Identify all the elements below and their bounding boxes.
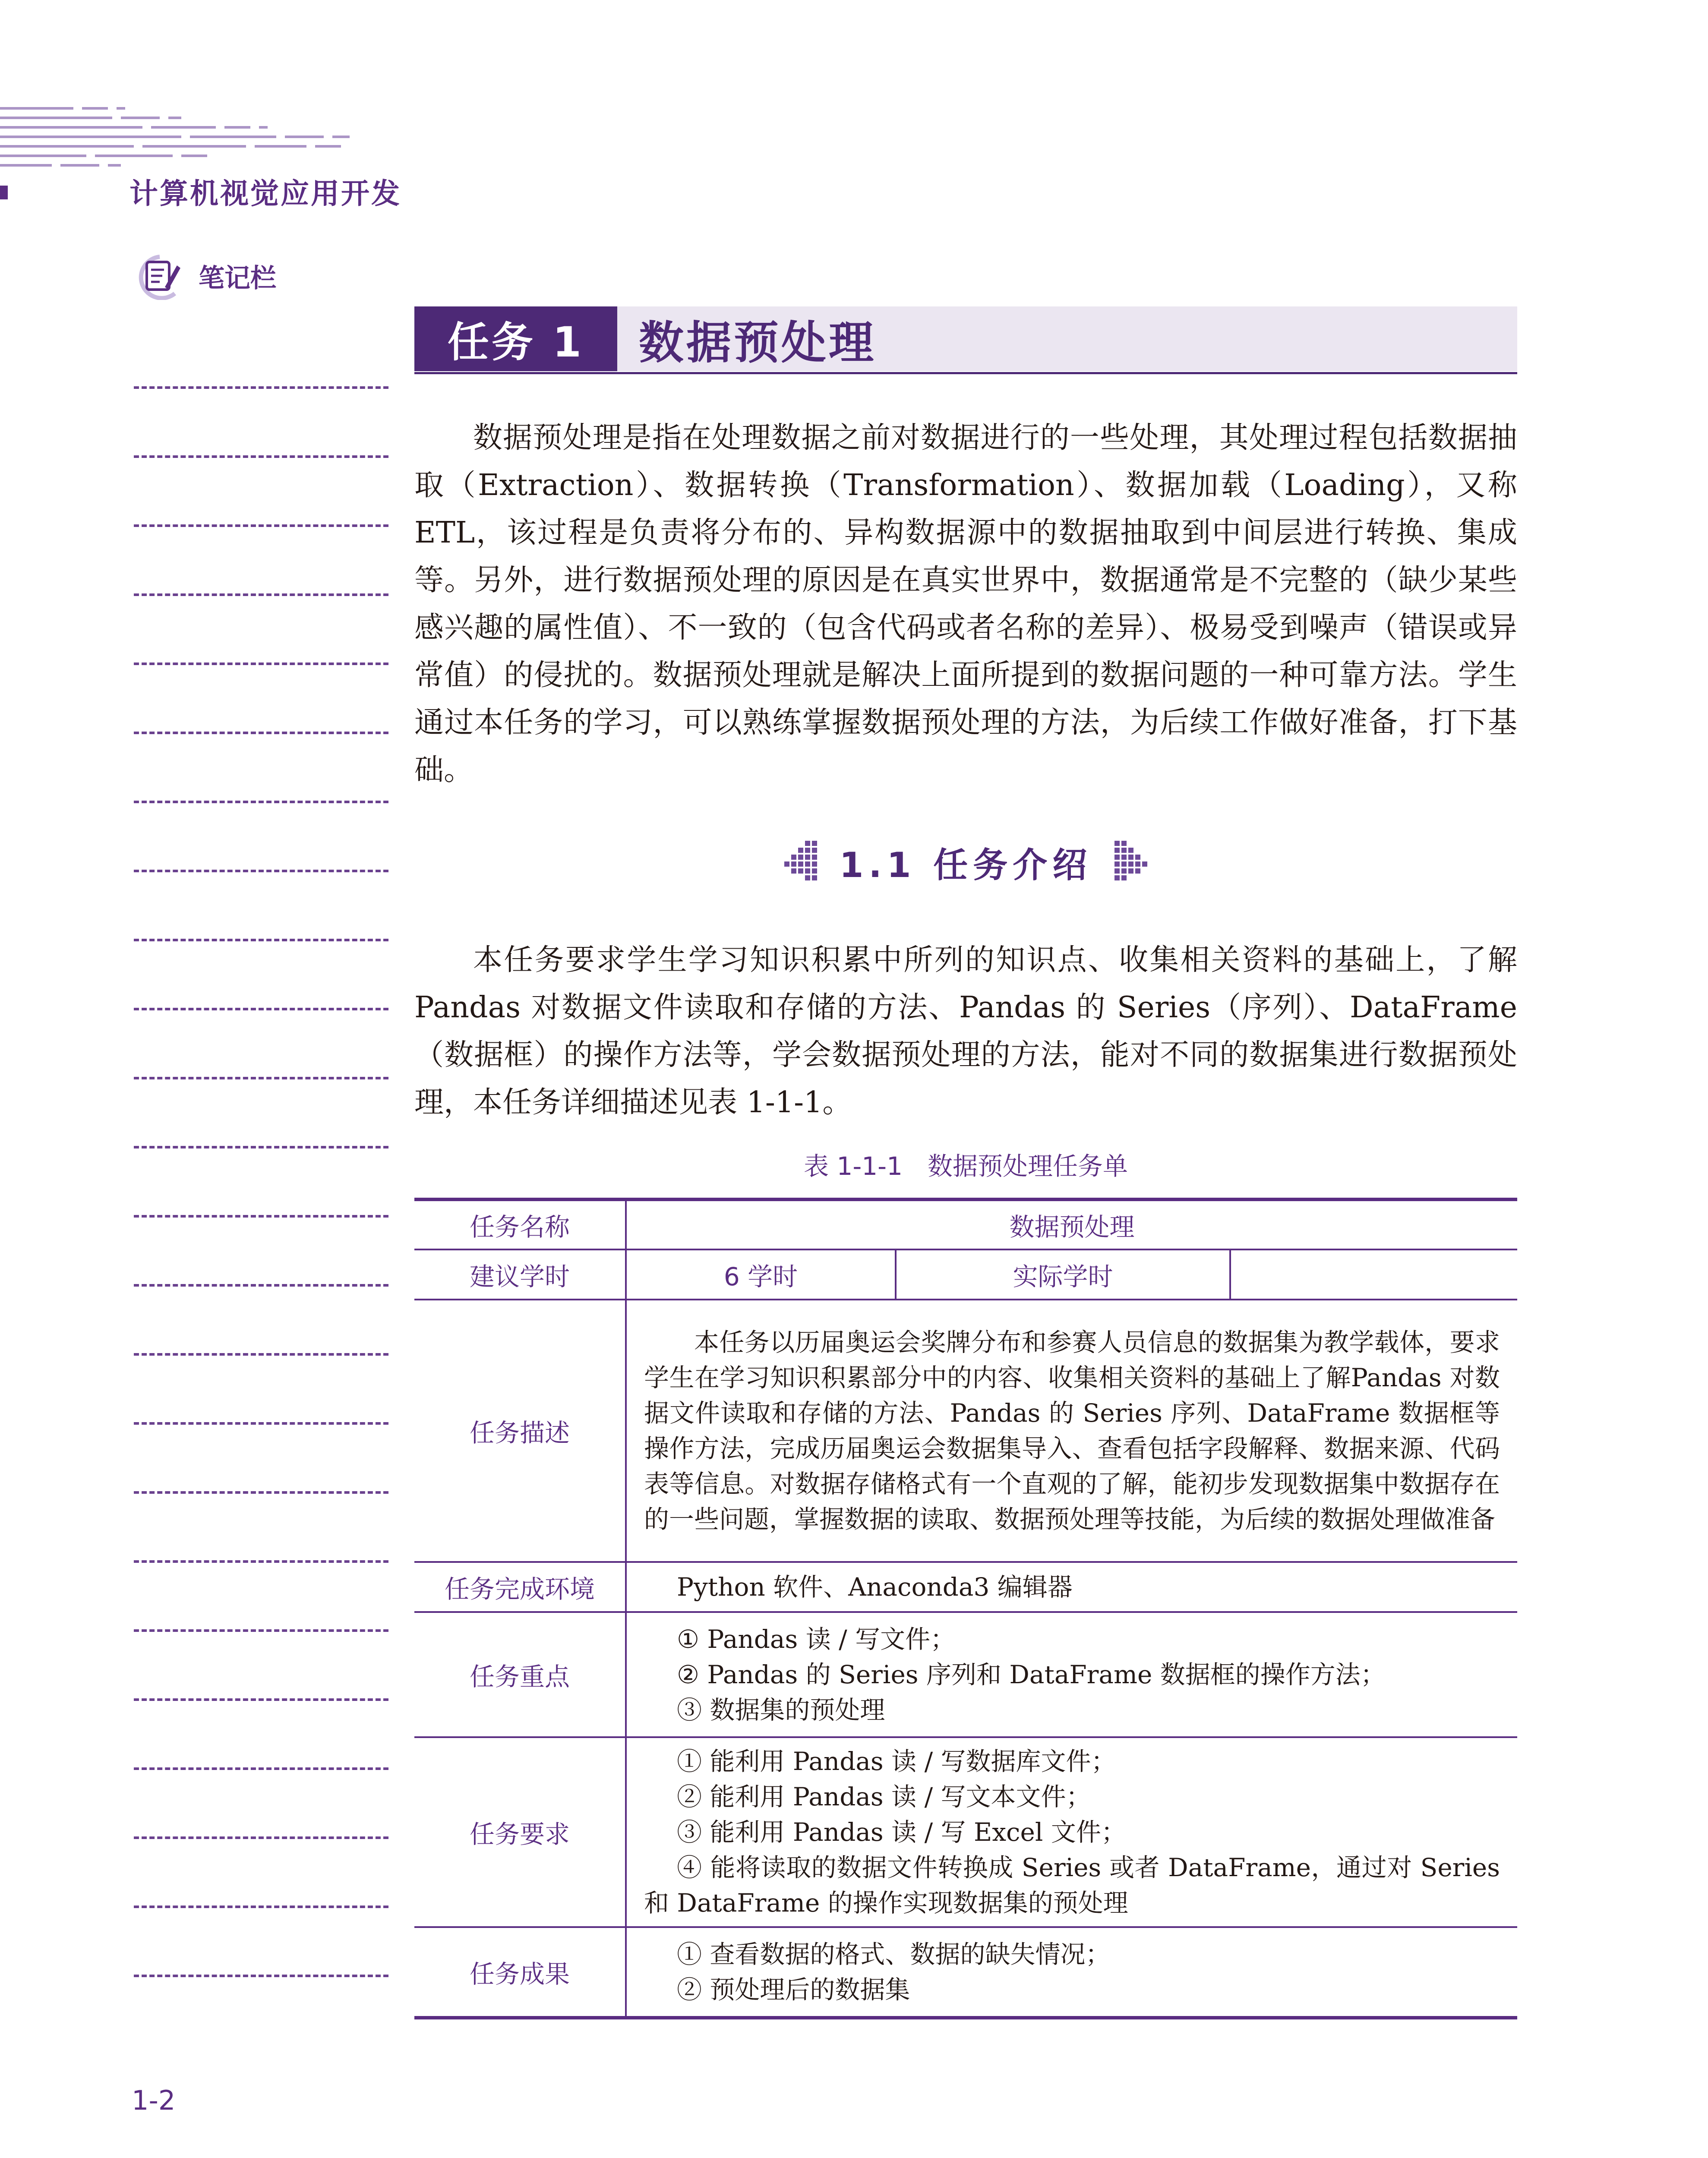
list-item: ③ 能利用 Pandas 读 / 写 Excel 文件； [677, 1817, 1126, 1847]
table-row [414, 1927, 1517, 2018]
table-caption: 表 1-1-1 数据预处理任务单 [804, 1152, 1128, 1181]
section-deco-left-icon [775, 841, 822, 884]
table-row [414, 1737, 1517, 1927]
table-row [414, 1612, 1517, 1737]
row-value-requirements [626, 1737, 1517, 1927]
row-label-results: 任务成果 [414, 1927, 626, 2018]
list-item: ② 预处理后的数据集 [677, 1975, 910, 2004]
row-value-actual-hours [1230, 1249, 1517, 1300]
list-item: ② 能利用 Pandas 读 / 写文本文件； [677, 1782, 1091, 1811]
list-item: ① 能利用 Pandas 读 / 写数据库文件； [677, 1747, 1116, 1776]
row-label-description: 任务描述 [414, 1300, 626, 1562]
section-paragraph: 本任务要求学生学习知识积累中所列的知识点、收集相关资料的基础上，了解Pandas 对数据文件读取和存储的方法、Pandas 的 Series（序列）、DataFrame（数据框）的操作方法等，学会数据预处理的方法，能对不同的数据集进行数据预处理，本任务详细描述见表 1-1-1。 [414, 943, 1517, 1120]
description-text: 本任务以历届奥运会奖牌分布和参赛人员信息的数据集为教学载体，要求学生在学习知识积累部分中的内容、收集相关资料的基础上了解Pandas 对数据文件读取和存储的方法、Pandas 的 Series 序列、DataFrame 数据框等操作方法，完成历届奥运会数据集导入、查看包括字段解释、数据来源、代码表等信息。对数据存储格式有一个直观的了解，能初步发现数据集中数据存在的一些问题，掌握数据的读取、数据预处理等技能，为后续的数据处理做准备 [644, 1328, 1500, 1534]
section-deco-right-icon [1109, 841, 1157, 884]
page-number: 1-2 [132, 2085, 176, 2116]
list-item: ④ 能将读取的数据文件转换成 Series 或者 DataFrame，通过对 Series 和 DataFrame 的操作实现数据集的预处理 [644, 1853, 1500, 1918]
row-value-name: 数据预处理 [626, 1199, 1517, 1249]
row-label-requirements: 任务要求 [414, 1737, 626, 1927]
row-label-name: 任务名称 [414, 1199, 626, 1249]
task-badge: 任务 1 [414, 306, 617, 371]
notes-header [134, 252, 276, 300]
row-label-focus: 任务重点 [414, 1612, 626, 1737]
section-title: 1.1 任务介绍 [839, 845, 1092, 885]
table-row [414, 1249, 1517, 1300]
list-item: ① 查看数据的格式、数据的缺失情况； [677, 1940, 1111, 1969]
row-label-actual-hours: 实际学时 [896, 1249, 1230, 1300]
row-value-focus [626, 1612, 1517, 1737]
notes-lines [134, 386, 388, 2044]
list-item: ③ 数据集的预处理 [677, 1695, 885, 1725]
notes-label: 笔记栏 [199, 263, 276, 293]
row-value-results [626, 1927, 1517, 2018]
row-value-description [626, 1300, 1517, 1562]
task-title: 数据预处理 [639, 316, 877, 369]
task-header-rule [414, 372, 1517, 374]
table-row [414, 1300, 1517, 1562]
book-title: 计算机视觉应用开发 [129, 177, 401, 210]
task-table [414, 1198, 1517, 2019]
intro-paragraph: 数据预处理是指在处理数据之前对数据进行的一些处理，其处理过程包括数据抽取（Extraction）、数据转换（Transformation）、数据加载（Loading），又称ETL，该过程是负责将分布的、异构数据源中的数据抽取到中间层进行转换、集成等。另外，进行数据预处理的原因是在真实世界中，数据通常是不完整的（缺少某些感兴趣的属性值）、不一致的（包含代码或者名称的差异）、极易受到噪声（错误或异常值）的侵扰的。数据预处理就是解决上面所提到的数据问题的一种可靠方法。学生通过本任务的学习，可以熟练掌握数据预处理的方法，为后续工作做好准备，打下基础。 [414, 421, 1517, 787]
notes-pen-icon [134, 252, 186, 300]
row-value-environment: Python 软件、Anaconda3 编辑器 [626, 1562, 1517, 1612]
table-row [414, 1199, 1517, 1249]
row-label-hours: 建议学时 [414, 1249, 626, 1300]
row-value-hours: 6 学时 [626, 1249, 896, 1300]
list-item: ② Pandas 的 Series 序列和 DataFrame 数据框的操作方法； [677, 1660, 1386, 1689]
row-label-environment: 任务完成环境 [414, 1562, 626, 1612]
table-row [414, 1562, 1517, 1612]
section-heading [414, 837, 1517, 887]
list-item: ① Pandas 读 / 写文件； [677, 1625, 956, 1654]
